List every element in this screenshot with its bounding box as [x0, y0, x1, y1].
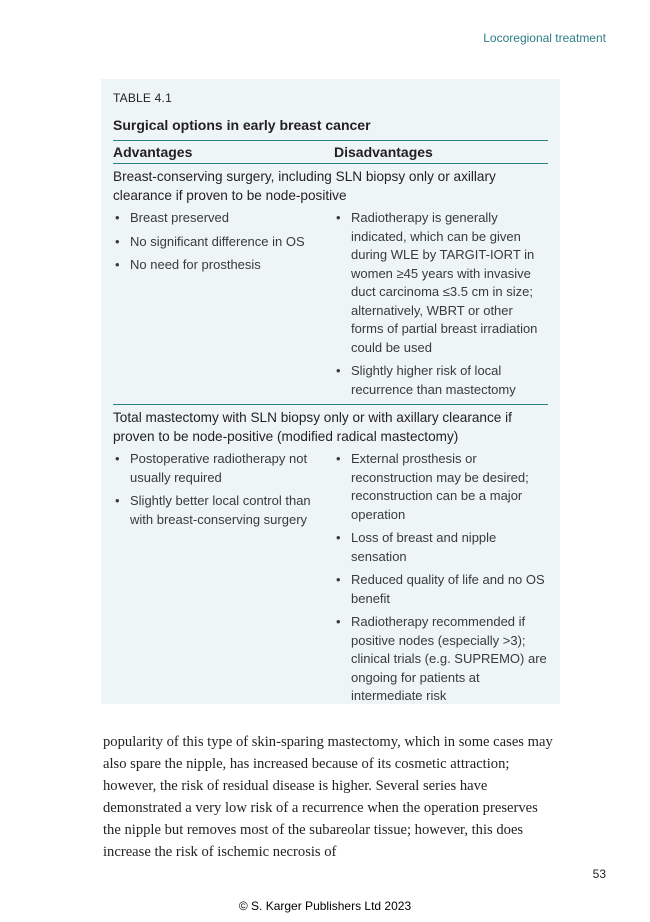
disadvantages-list [334, 450, 548, 711]
header-disadvantages: Disadvantages [334, 144, 433, 160]
bullet-icon: • [336, 530, 341, 545]
bullet-icon: • [336, 363, 341, 378]
list-item: • External prosthesis or reconstruction may be desired; reconstruction can be a major operation [336, 451, 529, 522]
table-label: TABLE 4.1 [113, 91, 172, 105]
list-item: • Slightly better local control than with breast-conserving surgery [115, 493, 311, 527]
table-title: Surgical options in early breast cancer [113, 117, 371, 133]
bullet-icon: • [336, 572, 341, 587]
list-item: • Slightly higher risk of local recurrence than mastectomy [336, 363, 516, 397]
bullet-icon: • [336, 614, 341, 629]
copyright-notice: © S. Karger Publishers Ltd 2023 [238, 899, 412, 913]
list-item: • Reduced quality of life and no OS benefit [336, 572, 545, 606]
bullet-icon: • [115, 451, 120, 466]
table-section [113, 167, 548, 404]
table-header-row [113, 144, 548, 160]
page-number: 53 [592, 867, 606, 881]
list-item: • Postoperative radiotherapy not usually required [115, 451, 308, 485]
header-advantages: Advantages [113, 144, 193, 160]
section-heading: Breast-conserving surgery, including SLN biopsy only or axillary clearance if proven to be node-positive [113, 169, 496, 203]
body-paragraph [103, 731, 555, 863]
body-text: popularity of this type of skin-sparing mastectomy, which in some cases may also spare the nipple, has increased because of its cosmetic attraction; however, the risk of residual disease is higher. Several series have demonstrated a very low risk of a recurrence when the operation preserves the nipple but removes most of the subareolar tissue; however, this does increase the risk of ischemic necrosis of [103, 734, 553, 860]
list-item: • Radiotherapy recommended if positive nodes (especially >3); clinical trials (e.g. SUPREMO) are ongoing for patients at intermediate risk [336, 614, 547, 703]
table-4-1 [101, 79, 560, 704]
section-heading: Total mastectomy with SLN biopsy only or with axillary clearance if proven to be node-positive (modified radical mastectomy) [113, 410, 512, 444]
bullet-icon: • [115, 233, 120, 249]
disadvantages-list [334, 209, 548, 404]
running-head: Locoregional treatment [483, 31, 606, 45]
section-divider [113, 404, 548, 405]
section-columns [113, 209, 548, 404]
bullet-icon: • [115, 210, 120, 225]
list-item: • Loss of breast and nipple sensation [336, 530, 497, 564]
bullet-icon: • [336, 210, 341, 225]
list-item: • Breast preserved [113, 209, 334, 228]
table-section [113, 408, 548, 711]
bullet-icon: • [336, 451, 341, 466]
list-item: • No significant difference in OS [113, 233, 334, 252]
list-item: • No need for prosthesis [113, 256, 334, 275]
list-item: • Radiotherapy is generally indicated, which can be given during WLE by TARGIT-IORT in women ≥45 years with invasive duct carcinoma ≤3.5 cm in size; alternatively, WBRT or other forms of partial breast irradiation could be used [336, 210, 538, 355]
bullet-icon: • [115, 493, 120, 508]
table-header-rule [113, 163, 548, 164]
advantages-list [113, 209, 334, 404]
table-top-rule [113, 140, 548, 141]
bullet-icon: • [115, 257, 120, 272]
advantages-list [113, 450, 334, 711]
section-columns [113, 450, 548, 711]
